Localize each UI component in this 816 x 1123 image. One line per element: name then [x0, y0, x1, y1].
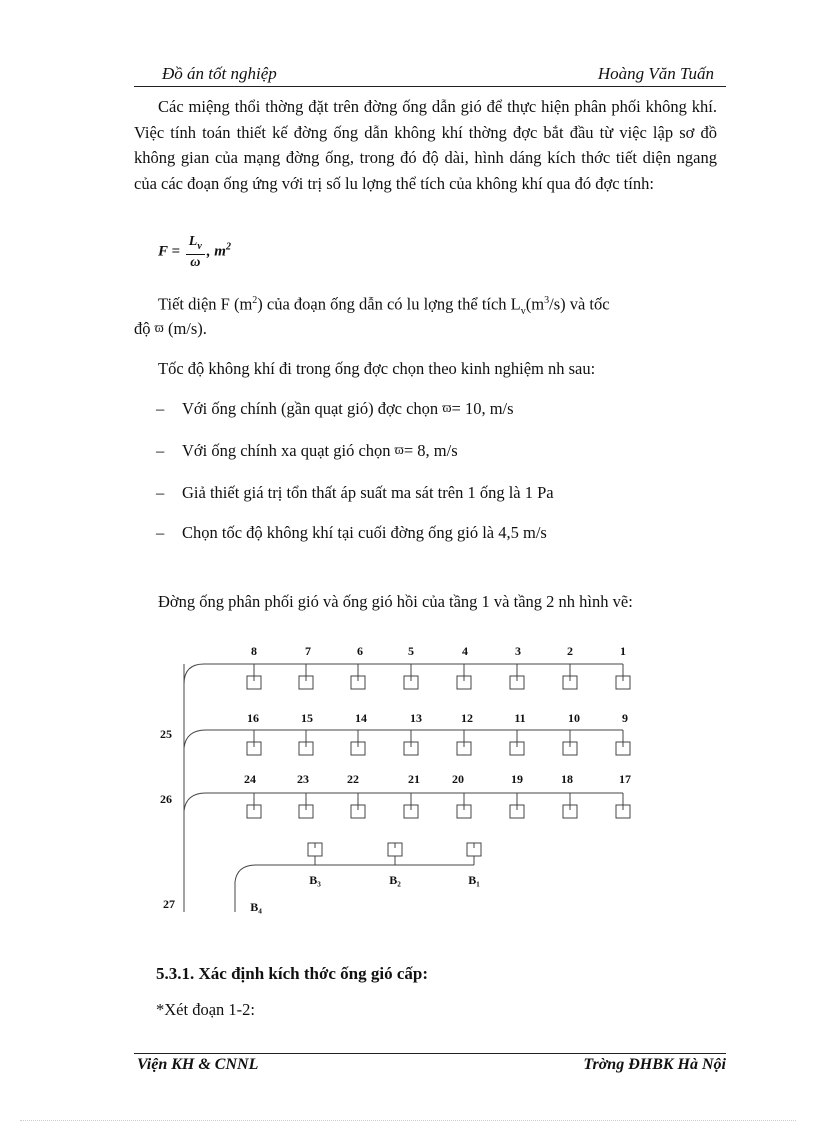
footer-rule [134, 1053, 726, 1054]
outlet-label: 21 [408, 772, 420, 786]
bullet-item: – Chọn tốc độ không khí tại cuối đờng ống gió là 4,5 m/s [156, 523, 547, 542]
outlet-label: 19 [511, 772, 523, 786]
outlet-label: 17 [619, 772, 631, 786]
outlet-label: 16 [247, 711, 259, 725]
diagram-intro: Đờng ống phân phối gió và ống gió hồi của tầng 1 và tầng 2 nh hình vẽ: [158, 592, 633, 611]
outlet-label: 15 [301, 711, 313, 725]
outlet-label: 2 [567, 644, 573, 658]
footer-left: Viện KH & CNNL [137, 1056, 259, 1073]
branch-label: 27 [163, 897, 175, 911]
outlet-label: 18 [561, 772, 573, 786]
page-edge-rule [20, 1120, 796, 1121]
return-duct [235, 865, 474, 912]
header-left: Đồ án tốt nghiệp [162, 64, 277, 83]
outlet-label: 5 [408, 644, 414, 658]
outlet-label: 7 [305, 644, 311, 658]
return-grille-label: B₁ [468, 873, 480, 887]
outlet-label: 13 [410, 711, 422, 725]
definition-line-1: Tiết diện F $(m^2)$ của đoạn ống dẫn có lu lợng thể tích $L_v(m^3/s)$ và tốc [158, 294, 610, 317]
outlet-label: 20 [452, 772, 464, 786]
bullet-item: – Giả thiết giá trị tổn thất áp suất ma sát trên 1 ống là 1 Pa [156, 483, 554, 502]
definition-line-2: độ ϖ (m/s). [134, 319, 207, 338]
return-grille-label: B₃ [309, 873, 321, 887]
outlet-label: 10 [568, 711, 580, 725]
outlet-label: 24 [244, 772, 256, 786]
outlet-label: 4 [462, 644, 468, 658]
outlet-label: 22 [347, 772, 359, 786]
outlet-label: 8 [251, 644, 257, 658]
area-formula: F = $\frac{L_v}{\omega}$ , $m^2$ [158, 234, 231, 270]
branch-label: 25 [160, 727, 172, 741]
outlet-label: 14 [355, 711, 367, 725]
section-title: 5.3.1. Xác định kích thớc ống gió cấp: [156, 964, 428, 983]
branch-label: 26 [160, 792, 172, 806]
bullet-item: – Với ống chính (gần quạt gió) đợc chọn ϖ= 10, m/s [156, 399, 514, 418]
intro-paragraph: Các miệng thổi thờng đặt trên đờng ống dẫn gió để thực hiện phân phối không khí. Việc tính toán thiết kế đờng ống dẫn không khí thờng đợc bắt đầu từ việc lập sơ đồ không gian của mạng đờng ống, trong đó độ dài, hình dáng kích thớc tiết diện ngang của các đoạn ống ứng với trị số lu lợng thể tích của không khí qua đó đợc tính: [134, 97, 717, 193]
outlet-label: 6 [357, 644, 363, 658]
speed-intro: Tốc độ không khí đi trong ống đợc chọn theo kinh nghiệm nh sau: [158, 359, 596, 378]
return-grille-label: B₂ [389, 873, 401, 887]
subsection-title: *Xét đoạn 1-2: [156, 1000, 255, 1019]
outlet-label: 9 [622, 711, 628, 725]
outlet-label: 11 [514, 711, 526, 725]
outlet-label: 1 [620, 644, 626, 658]
outlet-label: 12 [461, 711, 473, 725]
outlet-label: 23 [297, 772, 309, 786]
bullet-item: – Với ống chính xa quạt gió chọn ϖ= 8, m/s [156, 441, 458, 460]
footer-right: Trờng ĐHBK Hà Nội [583, 1056, 726, 1073]
header-right: Hoàng Văn Tuấn [597, 64, 714, 83]
outlet-label: 3 [515, 644, 521, 658]
return-end-label: B₄ [250, 900, 262, 914]
